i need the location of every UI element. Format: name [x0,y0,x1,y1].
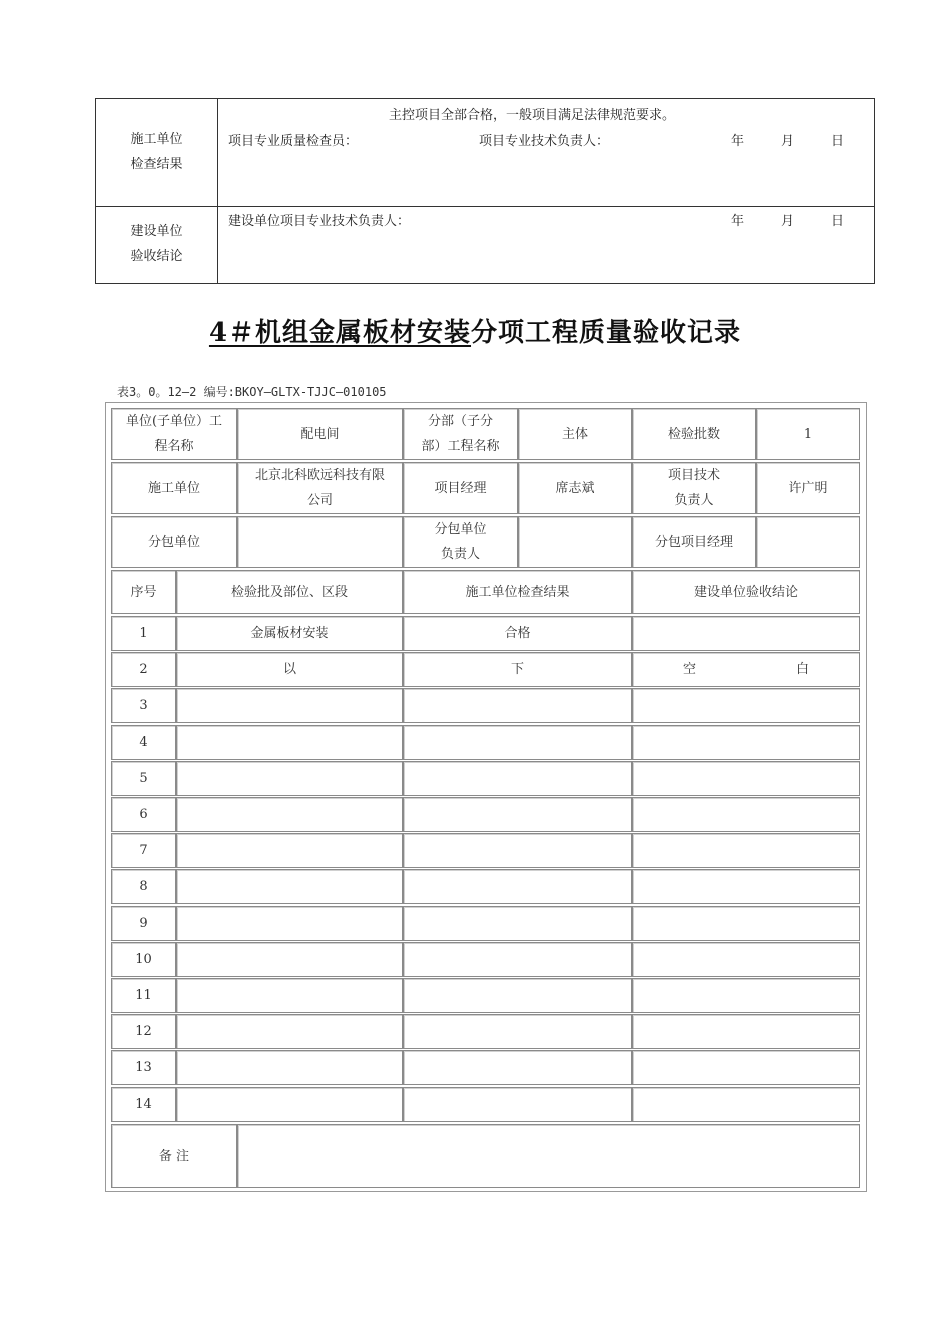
table-row-result: 合格 [403,616,632,651]
col-header-no: 序号 [111,570,176,614]
subcontractor-value [237,516,403,568]
table-row-no: 8 [111,869,176,904]
table-row-result [403,833,632,868]
table-row-part [176,1014,403,1049]
tech-lead-value: 许广明 [756,462,860,514]
owner-tech-lead-label: 建设单位项目专业技术负责人： [228,214,411,229]
constructor-label: 施工单位 [111,462,237,514]
table-row-part [176,1087,403,1122]
pm-label: 项目经理 [403,462,518,514]
document-title [0,312,950,349]
table-row-no: 7 [111,833,176,868]
table-row-result [403,978,632,1013]
table-row-result [403,1087,632,1122]
table-row-conclusion [632,869,860,904]
col-header-part: 检验批及部位、区段 [176,570,403,614]
table-row-result [403,761,632,796]
unit-project-label: 单位(子单位）工 程名称 [111,408,237,460]
table-row-result: 下 [403,652,632,687]
table-row-conclusion [632,942,860,977]
table-row-part [176,797,403,832]
table-row-result [403,1014,632,1049]
sub-project-label: 分部（子分 部）工程名称 [403,408,518,460]
title-underlined: 4＃机组金属板材安装 [208,318,472,348]
col-header-conclusion: 建设单位验收结论 [632,570,860,614]
remarks-value [237,1124,860,1188]
year-label-2: 年 [731,214,745,229]
col-header-result: 施工单位检查结果 [403,570,632,614]
constructor-conclusion-text: 主控项目全部合格，一般项目满足法律规范要求。 [389,108,676,123]
signoff-table [95,98,875,284]
inspection-record-table [105,402,867,1192]
table-row-result [403,688,632,723]
table-row-no: 4 [111,725,176,760]
quality-inspector-label: 项目专业质量检查员： [228,134,359,149]
unit-project-value: 配电间 [237,408,403,460]
table-row-no: 10 [111,942,176,977]
table-row-part [176,688,403,723]
table-row-no: 13 [111,1050,176,1085]
table-row-conclusion [632,616,860,651]
table-row-conclusion [632,761,860,796]
tech-lead-label-cell: 项目技术 负责人 [632,462,756,514]
table-row-result [403,797,632,832]
constructor-value: 北京北科欧远科技有限 公司 [237,462,403,514]
table-row-conclusion [632,906,860,941]
table-row-conclusion [632,1087,860,1122]
table-row-result [403,725,632,760]
table-row-no: 6 [111,797,176,832]
sub-project-value: 主体 [518,408,632,460]
table-row-conclusion [632,1014,860,1049]
table-row-part [176,725,403,760]
batch-count-label: 检验批数 [632,408,756,460]
table-row-part [176,1050,403,1085]
table-row-part [176,761,403,796]
day-label: 日 [831,134,845,149]
table-row-result [403,942,632,977]
sub-lead-value [518,516,632,568]
table-row-conclusion: 空 白 [632,652,860,687]
sub-lead-label: 分包单位 负责人 [403,516,518,568]
table-row-conclusion [632,1050,860,1085]
day-label-2: 日 [831,214,845,229]
table-row-no: 2 [111,652,176,687]
table-row-no: 5 [111,761,176,796]
table-row-part: 以 [176,652,403,687]
table-row-part [176,833,403,868]
table-number: 表3。0。12—2 编号:BKOY—GLTX-TJJC—010105 [117,385,387,399]
table-row-conclusion [632,978,860,1013]
tech-lead-label: 项目专业技术负责人： [479,134,610,149]
table-row-part: 金属板材安装 [176,616,403,651]
table-row-conclusion [632,797,860,832]
table-row-conclusion [632,833,860,868]
table-row-no: 9 [111,906,176,941]
table-row-no: 3 [111,688,176,723]
table-row-part [176,906,403,941]
table-row-no: 14 [111,1087,176,1122]
month-label: 月 [781,134,795,149]
sub-pm-label: 分包项目经理 [632,516,756,568]
table-row-result [403,906,632,941]
table-row-part [176,869,403,904]
table-row-part [176,942,403,977]
batch-count-value: 1 [756,408,860,460]
pm-value: 席志斌 [518,462,632,514]
table-row-no: 1 [111,616,176,651]
table-row-result [403,869,632,904]
year-label: 年 [731,134,745,149]
title-rest: 分项工程质量验收记录 [471,318,742,348]
table-row-conclusion [632,688,860,723]
table-row-part [176,978,403,1013]
table-row-conclusion [632,725,860,760]
owner-conclusion-label: 建设单位 验收结论 [130,224,183,264]
remarks-label: 备 注 [111,1124,237,1188]
month-label-2: 月 [781,214,795,229]
table-row-no: 12 [111,1014,176,1049]
sub-pm-value [756,516,860,568]
table-row-result [403,1050,632,1085]
constructor-check-label: 施工单位 检查结果 [130,132,183,172]
table-row-no: 11 [111,978,176,1013]
subcontractor-label: 分包单位 [111,516,237,568]
